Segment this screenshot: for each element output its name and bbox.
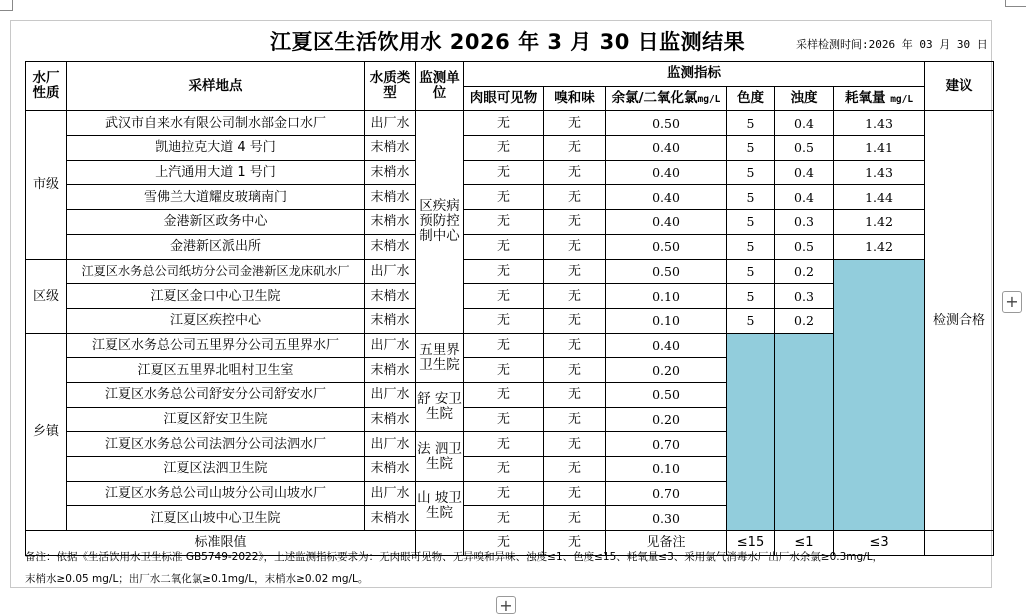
cell-color: 5 xyxy=(727,111,775,136)
header-monitor-unit: 监测单位 xyxy=(416,62,464,111)
cell-chlorine: 0.20 xyxy=(606,358,727,383)
cell-chlorine: 0.40 xyxy=(606,333,727,358)
cell-visible: 无 xyxy=(464,432,544,457)
turbidity-not-tested-area xyxy=(775,333,834,531)
page-corner-mark xyxy=(1005,0,1026,7)
cell-oxygen: 1.42 xyxy=(834,210,925,235)
cell-site: 江夏区水务总公司纸坊分公司金港新区龙床矶水厂 xyxy=(67,259,365,284)
cell-chlorine: 0.70 xyxy=(606,432,727,457)
header-chlorine xyxy=(606,86,727,111)
limit-chlorine: 见备注 xyxy=(606,531,727,556)
cell-site: 江夏区金口中心卫生院 xyxy=(67,284,365,309)
cell-chlorine: 0.50 xyxy=(606,111,727,136)
cell-turbidity: 0.4 xyxy=(775,185,834,210)
cell-color: 5 xyxy=(727,160,775,185)
cell-oxygen: 1.42 xyxy=(834,234,925,259)
header-odor: 嗅和味 xyxy=(544,86,606,111)
cell-type: 末梢水 xyxy=(365,407,416,432)
cell-chlorine: 0.40 xyxy=(606,185,727,210)
cell-chlorine: 0.40 xyxy=(606,210,727,235)
cell-chlorine: 0.70 xyxy=(606,481,727,506)
cell-visible: 无 xyxy=(464,457,544,482)
header-water-type: 水质类型 xyxy=(365,62,416,111)
cell-turbidity: 0.5 xyxy=(775,234,834,259)
header-chlorine-label: 余氯/二氧化氯 xyxy=(611,89,698,106)
cell-odor: 无 xyxy=(544,111,606,136)
cell-odor: 无 xyxy=(544,160,606,185)
table-row xyxy=(26,234,994,259)
cell-type: 末梢水 xyxy=(365,284,416,309)
cell-chlorine: 0.30 xyxy=(606,506,727,531)
cell-site: 江夏区水务总公司舒安分公司舒安水厂 xyxy=(67,382,365,407)
cell-visible: 无 xyxy=(464,160,544,185)
cell-visible: 无 xyxy=(464,284,544,309)
cell-visible: 无 xyxy=(464,111,544,136)
footnote-line-2: 末梢水≥0.05 mg/L；出厂水二氧化氯≥0.1mg/L，末梢水≥0.02 mg/L。 xyxy=(25,573,369,585)
cell-type: 末梢水 xyxy=(365,358,416,383)
agency-wulijie: 五里界卫生院 xyxy=(416,333,464,382)
cell-chlorine: 0.40 xyxy=(606,136,727,161)
cell-visible: 无 xyxy=(464,234,544,259)
cell-turbidity: 0.3 xyxy=(775,210,834,235)
cell-visible: 无 xyxy=(464,185,544,210)
cell-type: 出厂水 xyxy=(365,333,416,358)
cell-color: 5 xyxy=(727,234,775,259)
limit-visible: 无 xyxy=(464,531,544,556)
advice-cell: 检测合格 xyxy=(925,111,994,531)
group-city: 市级 xyxy=(26,111,67,259)
cell-type: 末梢水 xyxy=(365,506,416,531)
header-oxygen-unit: mg/L xyxy=(890,93,914,105)
cell-chlorine: 0.50 xyxy=(606,259,727,284)
header-oxygen-label: 耗氧量 xyxy=(844,89,886,106)
cell-chlorine: 0.20 xyxy=(606,407,727,432)
cell-site: 江夏区五里界北咀村卫生室 xyxy=(67,358,365,383)
add-row-button[interactable]: + xyxy=(496,596,516,614)
cell-chlorine: 0.50 xyxy=(606,382,727,407)
header-visible: 肉眼可见物 xyxy=(464,86,544,111)
cell-oxygen: 1.41 xyxy=(834,136,925,161)
cell-oxygen: 1.43 xyxy=(834,160,925,185)
cell-turbidity: 0.4 xyxy=(775,111,834,136)
header-oxygen xyxy=(834,86,925,111)
cell-odor: 无 xyxy=(544,407,606,432)
cell-chlorine: 0.10 xyxy=(606,457,727,482)
cell-odor: 无 xyxy=(544,284,606,309)
cell-turbidity: 0.3 xyxy=(775,284,834,309)
cell-odor: 无 xyxy=(544,333,606,358)
header-indicators: 监测指标 xyxy=(464,62,925,87)
table-row xyxy=(26,210,994,235)
cell-type: 末梢水 xyxy=(365,136,416,161)
oxygen-not-tested-area xyxy=(834,259,925,531)
cell-odor: 无 xyxy=(544,358,606,383)
cell-color: 5 xyxy=(727,185,775,210)
cell-type: 末梢水 xyxy=(365,210,416,235)
cell-site: 江夏区水务总公司山坡分公司山坡水厂 xyxy=(67,481,365,506)
table-row xyxy=(26,160,994,185)
cell-site: 雪佛兰大道耀皮玻璃南门 xyxy=(67,185,365,210)
cell-visible: 无 xyxy=(464,136,544,161)
color-not-tested-area xyxy=(727,333,775,531)
header-plant-nature: 水厂性质 xyxy=(26,62,67,111)
cell-color: 5 xyxy=(727,259,775,284)
cell-site: 上汽通用大道 1 号门 xyxy=(67,160,365,185)
header-advice: 建议 xyxy=(925,62,994,111)
agency-cdc: 区疾病预防控制中心 xyxy=(416,111,464,333)
cell-color: 5 xyxy=(727,136,775,161)
cell-type: 出厂水 xyxy=(365,382,416,407)
header-chlorine-unit: mg/L xyxy=(697,93,721,105)
cell-type: 出厂水 xyxy=(365,259,416,284)
limit-turbidity: ≤1 xyxy=(775,531,834,556)
agency-fasi: 法 泗卫生院 xyxy=(416,432,464,481)
cell-odor: 无 xyxy=(544,382,606,407)
cell-odor: 无 xyxy=(544,457,606,482)
cell-chlorine: 0.10 xyxy=(606,284,727,309)
cell-oxygen: 1.43 xyxy=(834,111,925,136)
header-color: 色度 xyxy=(727,86,775,111)
cell-odor: 无 xyxy=(544,185,606,210)
results-table xyxy=(25,61,994,556)
cell-odor: 无 xyxy=(544,308,606,333)
group-district: 区级 xyxy=(26,259,67,333)
cell-type: 出厂水 xyxy=(365,111,416,136)
cell-visible: 无 xyxy=(464,333,544,358)
cell-odor: 无 xyxy=(544,506,606,531)
cell-type: 末梢水 xyxy=(365,185,416,210)
add-column-button[interactable]: + xyxy=(1002,291,1022,313)
cell-visible: 无 xyxy=(464,308,544,333)
table-row xyxy=(26,136,994,161)
cell-type: 出厂水 xyxy=(365,432,416,457)
cell-type: 末梢水 xyxy=(365,457,416,482)
cell-color: 5 xyxy=(727,210,775,235)
cell-odor: 无 xyxy=(544,259,606,284)
cell-site: 江夏区疾控中心 xyxy=(67,308,365,333)
cell-odor: 无 xyxy=(544,210,606,235)
cell-site: 金港新区政务中心 xyxy=(67,210,365,235)
cell-color: 5 xyxy=(727,284,775,309)
cell-visible: 无 xyxy=(464,382,544,407)
table-row xyxy=(26,111,994,136)
footnote-line-1: 备注：依据《生活饮用水卫生标准 GB5749-2022》，上述监测指标要求为：无肉眼可见物、无异嗅和异味、浊度≤1、色度≤15、耗氧量≤3、采用氯气消毒水厂出厂水余氯≥0.3mg/L， xyxy=(25,551,884,563)
agency-shuan: 舒 安卫生院 xyxy=(416,382,464,431)
cell-visible: 无 xyxy=(464,481,544,506)
cell-turbidity: 0.5 xyxy=(775,136,834,161)
header-site: 采样地点 xyxy=(67,62,365,111)
cell-odor: 无 xyxy=(544,234,606,259)
cell-visible: 无 xyxy=(464,259,544,284)
cell-odor: 无 xyxy=(544,432,606,457)
cell-type: 末梢水 xyxy=(365,234,416,259)
cell-site: 江夏区法泗卫生院 xyxy=(67,457,365,482)
group-town: 乡镇 xyxy=(26,333,67,531)
cell-visible: 无 xyxy=(464,358,544,383)
agency-shanpo: 山 坡卫生院 xyxy=(416,481,464,530)
document-title: 江夏区生活饮用水 2026 年 3 月 30 日监测结果 xyxy=(270,30,746,54)
limit-color: ≤15 xyxy=(727,531,775,556)
limits-label: 标准限值 xyxy=(26,531,416,556)
cell-chlorine: 0.50 xyxy=(606,234,727,259)
limit-oxygen: ≤3 xyxy=(834,531,925,556)
cell-site: 金港新区派出所 xyxy=(67,234,365,259)
cell-odor: 无 xyxy=(544,136,606,161)
cell-type: 末梢水 xyxy=(365,308,416,333)
sample-time: 采样检测时间:2026 年 03 月 30 日 xyxy=(796,38,988,51)
cell-oxygen: 1.44 xyxy=(834,185,925,210)
header-turbidity: 浊度 xyxy=(775,86,834,111)
cell-turbidity: 0.2 xyxy=(775,259,834,284)
cell-turbidity: 0.2 xyxy=(775,308,834,333)
cell-odor: 无 xyxy=(544,481,606,506)
page-corner-mark xyxy=(0,0,13,11)
cell-visible: 无 xyxy=(464,407,544,432)
footnote xyxy=(25,546,993,590)
cell-site: 武汉市自来水有限公司制水部金口水厂 xyxy=(67,111,365,136)
cell-type: 出厂水 xyxy=(365,481,416,506)
cell-site: 凯迪拉克大道 4 号门 xyxy=(67,136,365,161)
cell-visible: 无 xyxy=(464,210,544,235)
cell-site: 江夏区水务总公司五里界分公司五里界水厂 xyxy=(67,333,365,358)
cell-chlorine: 0.40 xyxy=(606,160,727,185)
cell-chlorine: 0.10 xyxy=(606,308,727,333)
cell-visible: 无 xyxy=(464,506,544,531)
cell-site: 江夏区山坡中心卫生院 xyxy=(67,506,365,531)
table-row xyxy=(26,185,994,210)
cell-turbidity: 0.4 xyxy=(775,160,834,185)
cell-type: 末梢水 xyxy=(365,160,416,185)
cell-site: 江夏区水务总公司法泗分公司法泗水厂 xyxy=(67,432,365,457)
limit-odor: 无 xyxy=(544,531,606,556)
cell-site: 江夏区舒安卫生院 xyxy=(67,407,365,432)
cell-color: 5 xyxy=(727,308,775,333)
table-row xyxy=(26,259,994,284)
